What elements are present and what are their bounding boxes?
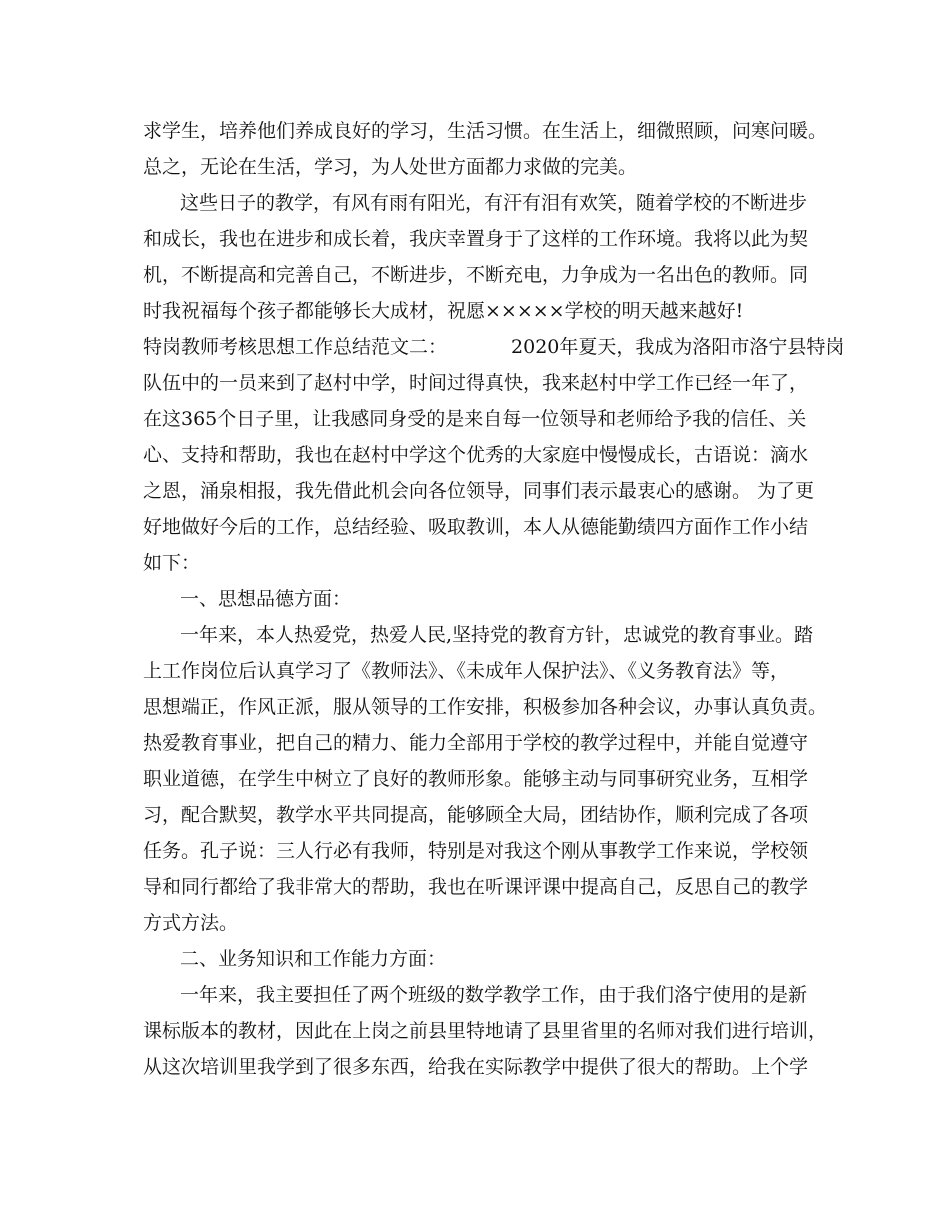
text-line: 一年来，我主要担任了两个班级的数学教学工作，由于我们洛宁使用的是新 bbox=[180, 984, 808, 1006]
text-line: 思想端正，作风正派，服从领导的工作安排，积极参加各种会议，办事认真负责。 bbox=[143, 696, 828, 718]
text-line: 习，配合默契，教学水平共同提高，能够顾全大局，团结协作，顺利完成了各项 bbox=[143, 804, 809, 826]
section-title: 特岗教师考核思想工作总结范文二： bbox=[143, 336, 448, 358]
text-line: 导和同行都给了我非常大的帮助，我也在听课评课中提高自己，反思自己的教学 bbox=[143, 876, 809, 898]
text-line: 这些日子的教学，有风有雨有阳光，有汗有泪有欢笑，随着学校的不断进步 bbox=[180, 192, 808, 214]
text-line: 队伍中的一员来到了赵村中学，时间过得真快，我来赵村中学工作已经一年了， bbox=[143, 372, 809, 394]
text-line: 机，不断提高和完善自己，不断进步，不断充电，力争成为一名出色的教师。同 bbox=[143, 264, 809, 286]
text-line: 心、支持和帮助，我也在赵村中学这个优秀的大家庭中慢慢成长，古语说：滴水 bbox=[143, 444, 809, 466]
text-line: 2020年夏天，我成为洛阳市洛宁县特岗 bbox=[511, 336, 845, 358]
text-line: 求学生，培养他们养成良好的学习，生活习惯。在生活上，细微照顾，问寒问暖。 bbox=[143, 120, 828, 142]
text-line: 任务。孔子说：三人行必有我师，特别是对我这个刚从事教学工作来说，学校领 bbox=[143, 840, 809, 862]
text-line: 在这365个日子里，让我感同身受的是来自每一位领导和老师给予我的信任、关 bbox=[143, 408, 807, 430]
section-heading: 二、业务知识和工作能力方面： bbox=[180, 948, 447, 970]
text-line: 时我祝福每个孩子都能够长大成材，祝愿×××××学校的明天越来越好! bbox=[143, 300, 744, 322]
text-line: 上工作岗位后认真学习了《教师法》、《未成年人保护法》、《义务教育法》等， bbox=[143, 660, 790, 682]
text-line: 好地做好今后的工作，总结经验、吸取教训，本人从德能勤绩四方面作工作小结 bbox=[143, 516, 809, 538]
text-line: 热爱教育事业，把自己的精力、能力全部用于学校的教学过程中，并能自觉遵守 bbox=[143, 732, 809, 754]
text-line: 如下： bbox=[143, 552, 201, 574]
text-line: 课标版本的教材，因此在上岗之前县里特地请了县里省里的名师对我们进行培训， bbox=[143, 1020, 828, 1042]
text-line: 从这次培训里我学到了很多东西，给我在实际教学中提供了很大的帮助。上个学 bbox=[143, 1056, 809, 1078]
text-line: 方式方法。 bbox=[143, 912, 239, 934]
text-line: 和成长，我也在进步和成长着，我庆幸置身于了这样的工作环境。我将以此为契 bbox=[143, 228, 809, 250]
section-heading: 一、思想品德方面： bbox=[180, 588, 352, 610]
text-line: 职业道德，在学生中树立了良好的教师形象。能够主动与同事研究业务，互相学 bbox=[143, 768, 809, 790]
text-line: 一年来，本人热爱党，热爱人民,坚持党的教育方针，忠诚党的教育事业。踏 bbox=[180, 624, 814, 646]
section-title-line bbox=[143, 333, 845, 361]
text-line: 之恩，涌泉相报，我先借此机会向各位领导，同事们表示最衷心的感谢。 为了更 bbox=[143, 480, 815, 502]
text-line: 总之，无论在生活，学习，为人处世方面都力求做的完美。 bbox=[143, 156, 638, 178]
